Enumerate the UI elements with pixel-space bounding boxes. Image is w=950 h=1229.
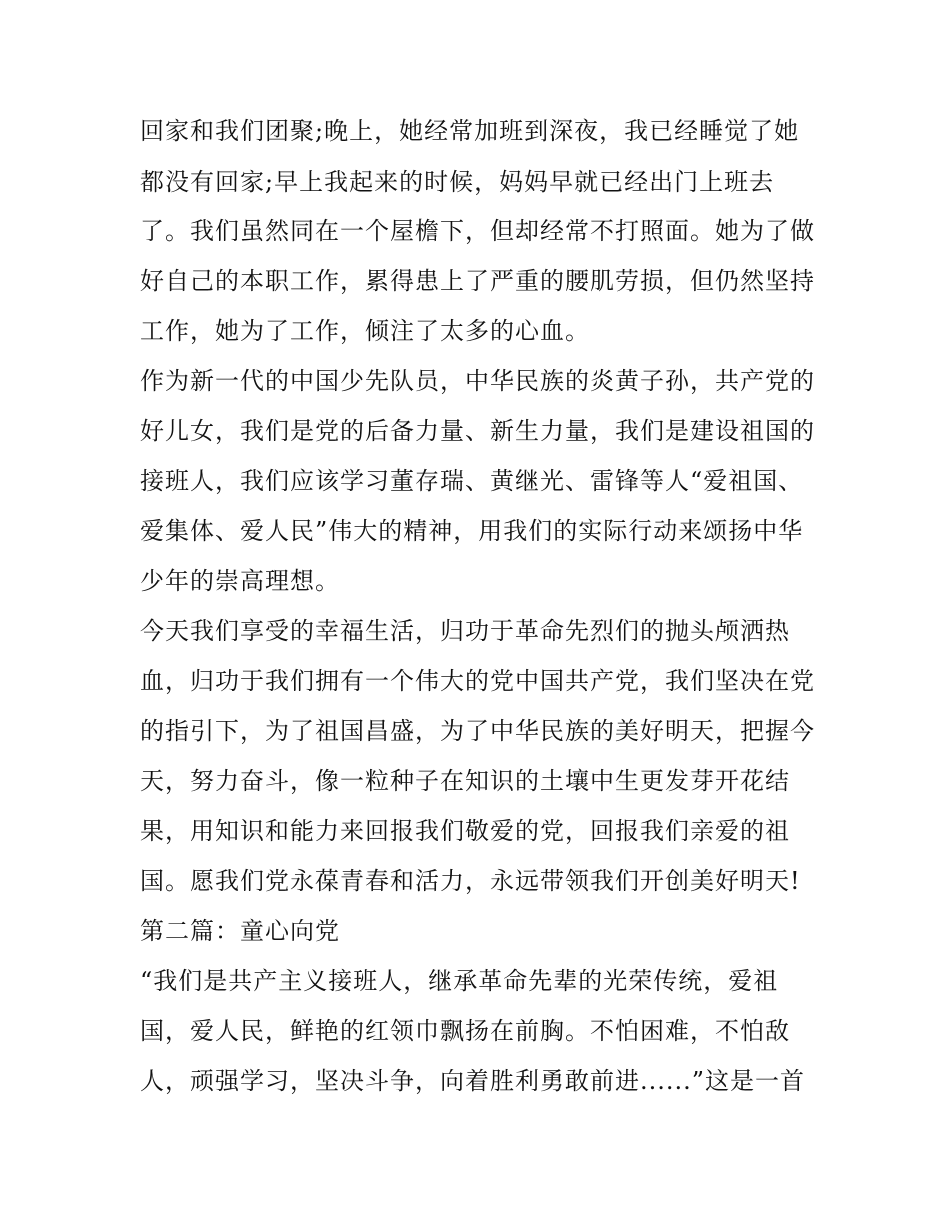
text-line: 少年的崇高理想。: [140, 567, 340, 595]
text-line: 今天我们享受的幸福生活，归功于革命先烈们的抛头颅洒热: [140, 617, 790, 645]
text-line: 国，爱人民，鲜艳的红领巾飘扬在前胸。不怕困难，不怕敌: [140, 1017, 790, 1045]
text-line: 好儿女，我们是党的后备力量、新生力量，我们是建设祖国的: [140, 417, 815, 445]
text-line: 国。愿我们党永葆青春和活力，永远带领我们开创美好明天!: [140, 867, 801, 895]
text-line: 人，顽强学习，坚决斗争，向着胜利勇敢前进......”这是一首: [140, 1067, 806, 1095]
text-line: 果，用知识和能力来回报我们敬爱的党，回报我们亲爱的祖: [140, 817, 790, 845]
text-line: 爱集体、爱人民”伟大的精神，用我们的实际行动来颂扬中华: [140, 517, 804, 545]
text-line: 回家和我们团聚;晚上，她经常加班到深夜，我已经睡觉了她: [140, 117, 800, 145]
text-line: 工作，她为了工作，倾注了太多的心血。: [140, 317, 590, 345]
text-line: 都没有回家;早上我起来的时候，妈妈早就已经出门上班去: [140, 168, 775, 196]
text-line: 作为新一代的中国少先队员，中华民族的炎黄子孙，共产党的: [140, 367, 815, 395]
text-line: 的指引下，为了祖国昌盛，为了中华民族的美好明天，把握今: [140, 717, 815, 745]
text-line: 接班人，我们应该学习董存瑞、黄继光、雷锋等人“爱祖国、: [140, 467, 804, 495]
text-line: 天，努力奋斗，像一粒种子在知识的土壤中生更发芽开花结: [140, 767, 790, 795]
section-heading: 第二篇：童心向党: [140, 917, 340, 945]
text-line: 了。我们虽然同在一个屋檐下，但却经常不打照面。她为了做: [140, 217, 815, 245]
text-line: 好自己的本职工作，累得患上了严重的腰肌劳损，但仍然坚持: [140, 267, 815, 295]
text-line: 血，归功于我们拥有一个伟大的党中国共产党，我们坚决在党: [140, 667, 815, 695]
text-line: “我们是共产主义接班人，继承革命先辈的光荣传统，爱祖: [140, 967, 779, 995]
